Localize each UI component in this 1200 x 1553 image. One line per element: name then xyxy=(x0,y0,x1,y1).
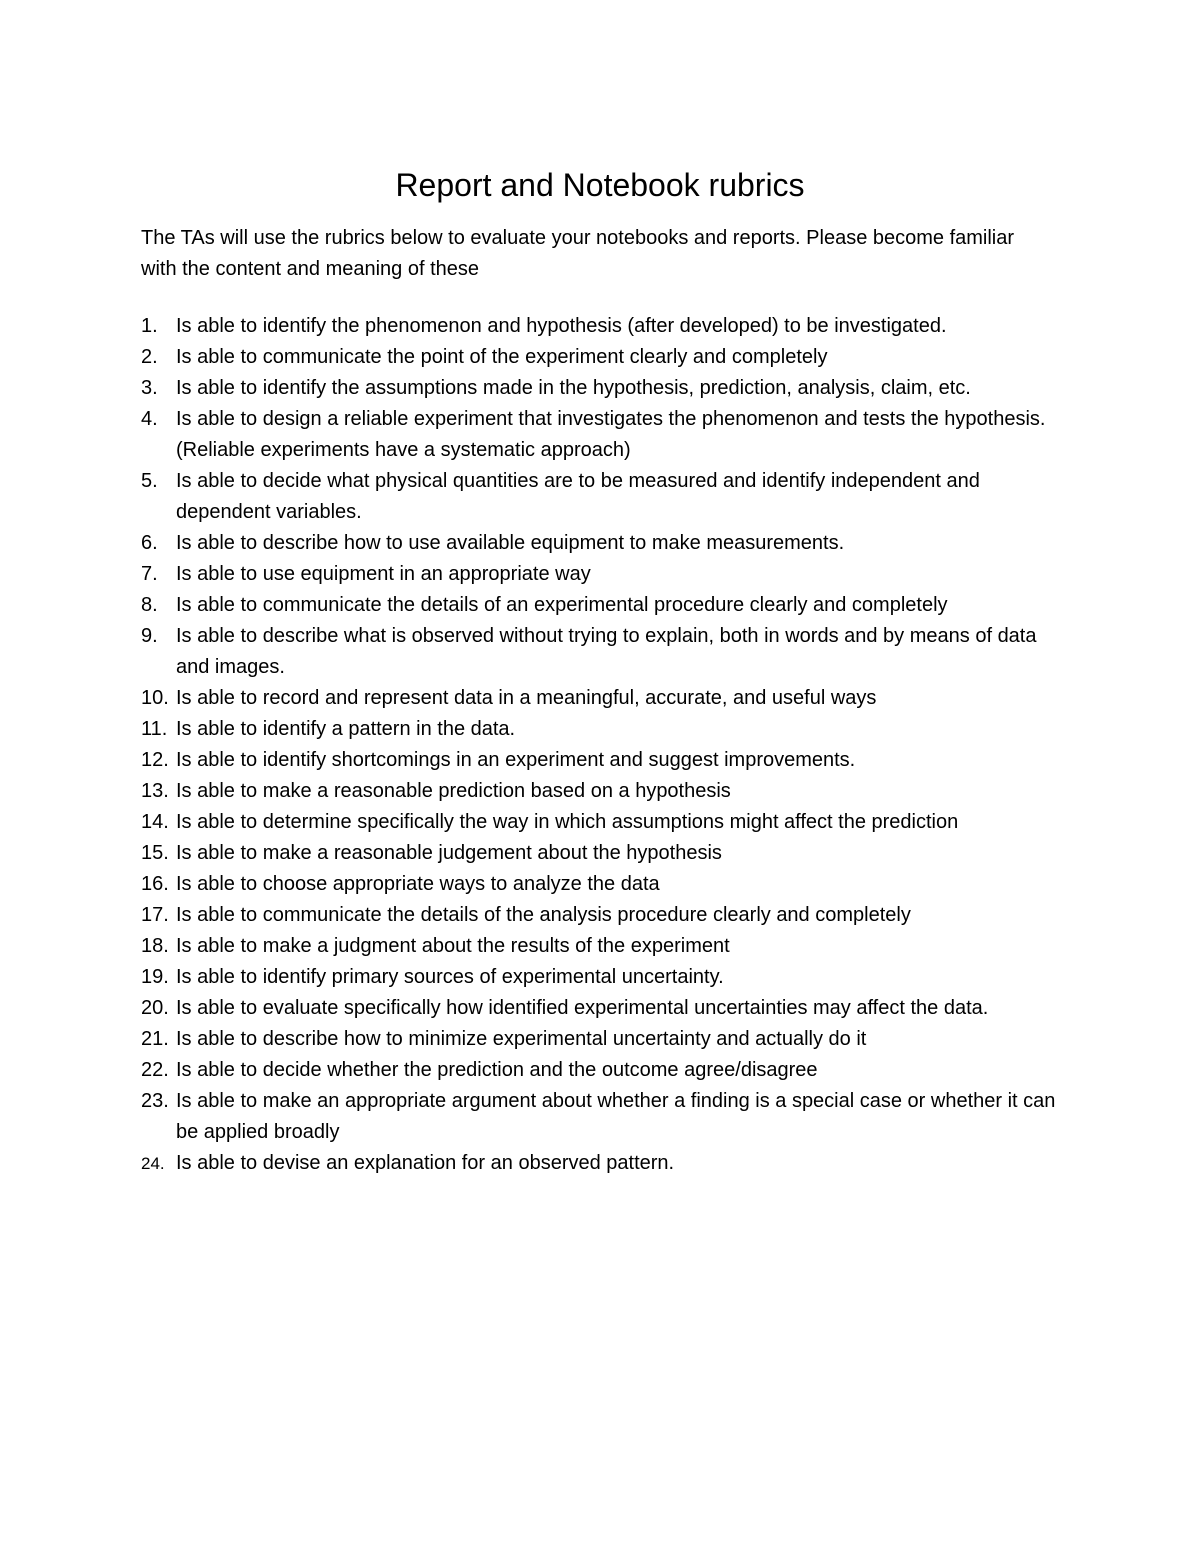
list-item xyxy=(141,807,1056,838)
list-item-number: 20. xyxy=(141,997,169,1019)
list-item-number: 24. xyxy=(141,1154,165,1173)
list-item-number: 8. xyxy=(141,594,158,616)
rubric-list xyxy=(141,311,1056,1179)
list-item-number: 7. xyxy=(141,563,158,585)
list-item-number: 9. xyxy=(141,625,158,647)
list-item-text: Is able to decide what physical quantities are to be measured and identify independent and dependent variables. xyxy=(176,470,980,523)
list-item xyxy=(141,342,1056,373)
list-item xyxy=(141,311,1056,342)
list-item xyxy=(141,745,1056,776)
list-item xyxy=(141,714,1056,745)
list-item-text: Is able to describe what is observed without trying to explain, both in words and by means of data and images. xyxy=(176,625,1037,678)
list-item xyxy=(141,869,1056,900)
list-item-text: Is able to identify shortcomings in an experiment and suggest improvements. xyxy=(176,749,856,771)
list-item xyxy=(141,621,1056,683)
list-item-text: Is able to design a reliable experiment that investigates the phenomenon and tests the hypothesis. (Reliable experiments have a systematic approach) xyxy=(176,408,1046,461)
list-item xyxy=(141,776,1056,807)
list-item xyxy=(141,373,1056,404)
list-item xyxy=(141,559,1056,590)
list-item-text: Is able to use equipment in an appropriate way xyxy=(176,563,591,585)
list-item xyxy=(141,993,1056,1024)
list-item-number: 5. xyxy=(141,470,158,492)
list-item-text: Is able to devise an explanation for an observed pattern. xyxy=(176,1152,675,1174)
list-item-text: Is able to describe how to use available equipment to make measurements. xyxy=(176,532,845,554)
list-item-number: 23. xyxy=(141,1090,169,1112)
list-item xyxy=(141,528,1056,559)
list-item xyxy=(141,962,1056,993)
list-item-text: Is able to record and represent data in a meaningful, accurate, and useful ways xyxy=(176,687,877,709)
list-item-text: Is able to make an appropriate argument about whether a finding is a special case or whether it can be applied broadly xyxy=(176,1090,1056,1143)
list-item-number: 22. xyxy=(141,1059,169,1081)
list-item-number: 12. xyxy=(141,749,169,771)
list-item xyxy=(141,683,1056,714)
list-item-text: Is able to make a reasonable judgement about the hypothesis xyxy=(176,842,722,864)
list-item-number: 10. xyxy=(141,687,169,709)
list-item-number: 6. xyxy=(141,532,158,554)
list-item-number: 4. xyxy=(141,408,158,430)
list-item-text: Is able to identify a pattern in the data. xyxy=(176,718,516,740)
list-item-number: 11. xyxy=(141,718,168,740)
list-item-number: 15. xyxy=(141,842,169,864)
list-item-text: Is able to communicate the details of an experimental procedure clearly and completely xyxy=(176,594,948,616)
list-item xyxy=(141,838,1056,869)
list-item-text: Is able to evaluate specifically how identified experimental uncertainties may affect the data. xyxy=(176,997,989,1019)
list-item-text: Is able to decide whether the prediction and the outcome agree/disagree xyxy=(176,1059,818,1081)
list-item xyxy=(141,1148,1056,1179)
list-item-number: 2. xyxy=(141,346,158,368)
list-item-number: 13. xyxy=(141,780,169,802)
list-item-text: Is able to describe how to minimize experimental uncertainty and actually do it xyxy=(176,1028,867,1050)
list-item xyxy=(141,900,1056,931)
list-item xyxy=(141,590,1056,621)
intro-paragraph: The TAs will use the rubrics below to evaluate your notebooks and reports. Please become familiar with the content and meaning of these xyxy=(141,227,1015,280)
list-item-text: Is able to make a judgment about the results of the experiment xyxy=(176,935,730,957)
list-item-text: Is able to make a reasonable prediction based on a hypothesis xyxy=(176,780,731,802)
list-item-text: Is able to identify the assumptions made in the hypothesis, prediction, analysis, claim, etc. xyxy=(176,377,971,399)
list-item xyxy=(141,1055,1056,1086)
list-item-number: 21. xyxy=(141,1028,169,1050)
list-item-number: 18. xyxy=(141,935,169,957)
list-item-text: Is able to communicate the details of the analysis procedure clearly and completely xyxy=(176,904,911,926)
list-item-text: Is able to identify primary sources of experimental uncertainty. xyxy=(176,966,724,988)
page-title: Report and Notebook rubrics xyxy=(395,167,805,204)
list-item-number: 19. xyxy=(141,966,169,988)
list-item-number: 16. xyxy=(141,873,169,895)
list-item xyxy=(141,1086,1056,1148)
list-item-number: 14. xyxy=(141,811,169,833)
list-item xyxy=(141,466,1056,528)
list-item-text: Is able to determine specifically the way in which assumptions might affect the prediction xyxy=(176,811,959,833)
list-item xyxy=(141,931,1056,962)
list-item-number: 3. xyxy=(141,377,158,399)
list-item-number: 17. xyxy=(141,904,169,926)
list-item-text: Is able to choose appropriate ways to analyze the data xyxy=(176,873,660,895)
list-item-text: Is able to identify the phenomenon and hypothesis (after developed) to be investigated. xyxy=(176,315,947,337)
list-item xyxy=(141,404,1056,466)
list-item-number: 1. xyxy=(141,315,158,337)
list-item-text: Is able to communicate the point of the experiment clearly and completely xyxy=(176,346,828,368)
list-item xyxy=(141,1024,1056,1055)
